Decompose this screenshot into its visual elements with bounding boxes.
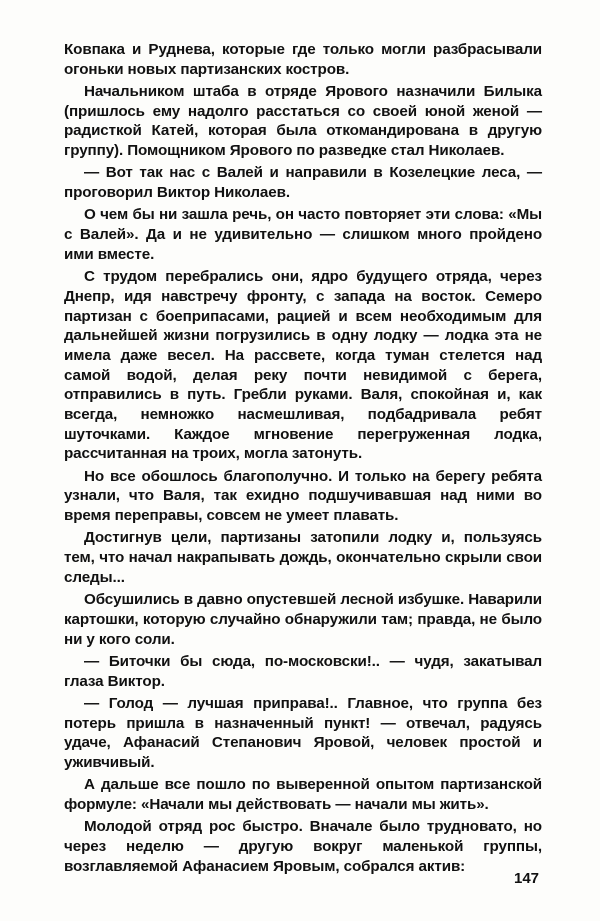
paragraph: — Вот так нас с Валей и направили в Козелецкие леса, — проговорил Виктор Николаев. [64,164,542,202]
paragraph: О чем бы ни зашла речь, он часто повторяет эти слова: «Мы с Валей». Да и не удивительно — слишком много пройдено ими вместе. [64,206,542,263]
page-number: 147 [514,870,540,887]
paragraph: С трудом перебрались они, ядро будущего отряда, через Днепр, идя навстречу фронту, с запада на восток. Семеро партизан с боеприпасами, рацией и всем необходимым для дальнейшей жизни погрузились в одну лодку — лодка эта не имела даже весел. На рассвете, когда туман стелется над самой водой, делая реку почти невидимой с берега, отправились в путь. Гребли руками. Валя, спокойная и, как всегда, немножко насмешливая, подбадривала ребят шуточками. Каждое мгновение перегруженная лодка, рассчитанная на троих, могла затонуть. [64,268,542,463]
paragraph: Начальником штаба в отряде Ярового назначили Билыка (пришлось ему надолго расстаться со своей юной женой — радисткой Катей, которая была откомандирована в другую группу). Помощником Ярового по разведке стал Николаев. [64,83,542,160]
paragraph: А дальше все пошло по выверенной опытом партизанской формуле: «Начали мы действовать — начали мы жить». [64,776,542,813]
body-text [64,40,542,876]
paragraph: Обсушились в давно опустевшей лесной избушке. Наварили картошки, которую случайно обнаружили там; правда, не было ни у кого соли. [64,591,542,648]
paragraph: — Голод — лучшая приправа!.. Главное, что группа без потерь пришла в назначенный пункт! — отвечал, радуясь удаче, Афанасий Степанович Яровой, человек простой и уживчивый. [64,694,542,771]
paragraph: — Биточки бы сюда, по-московски!.. — чудя, закатывал глаза Виктор. [64,652,542,690]
paragraph: Достигнув цели, партизаны затопили лодку и, пользуясь тем, что начал накрапывать дождь, окончательно скрыли свои следы... [64,529,542,586]
paragraph: Но все обошлось благополучно. И только на берегу ребята узнали, что Валя, так ехидно подшучивавшая над ними во время переправы, совсем не умеет плавать. [64,467,542,525]
paragraph: Молодой отряд рос быстро. Вначале было трудновато, но через неделю — другую вокруг маленькой группы, возглавляемой Афанасием Яровым, собрался актив: [64,818,542,875]
paragraph: Ковпака и Руднева, которые где только могли разбрасывали огоньки новых партизанских костров. [64,41,542,78]
